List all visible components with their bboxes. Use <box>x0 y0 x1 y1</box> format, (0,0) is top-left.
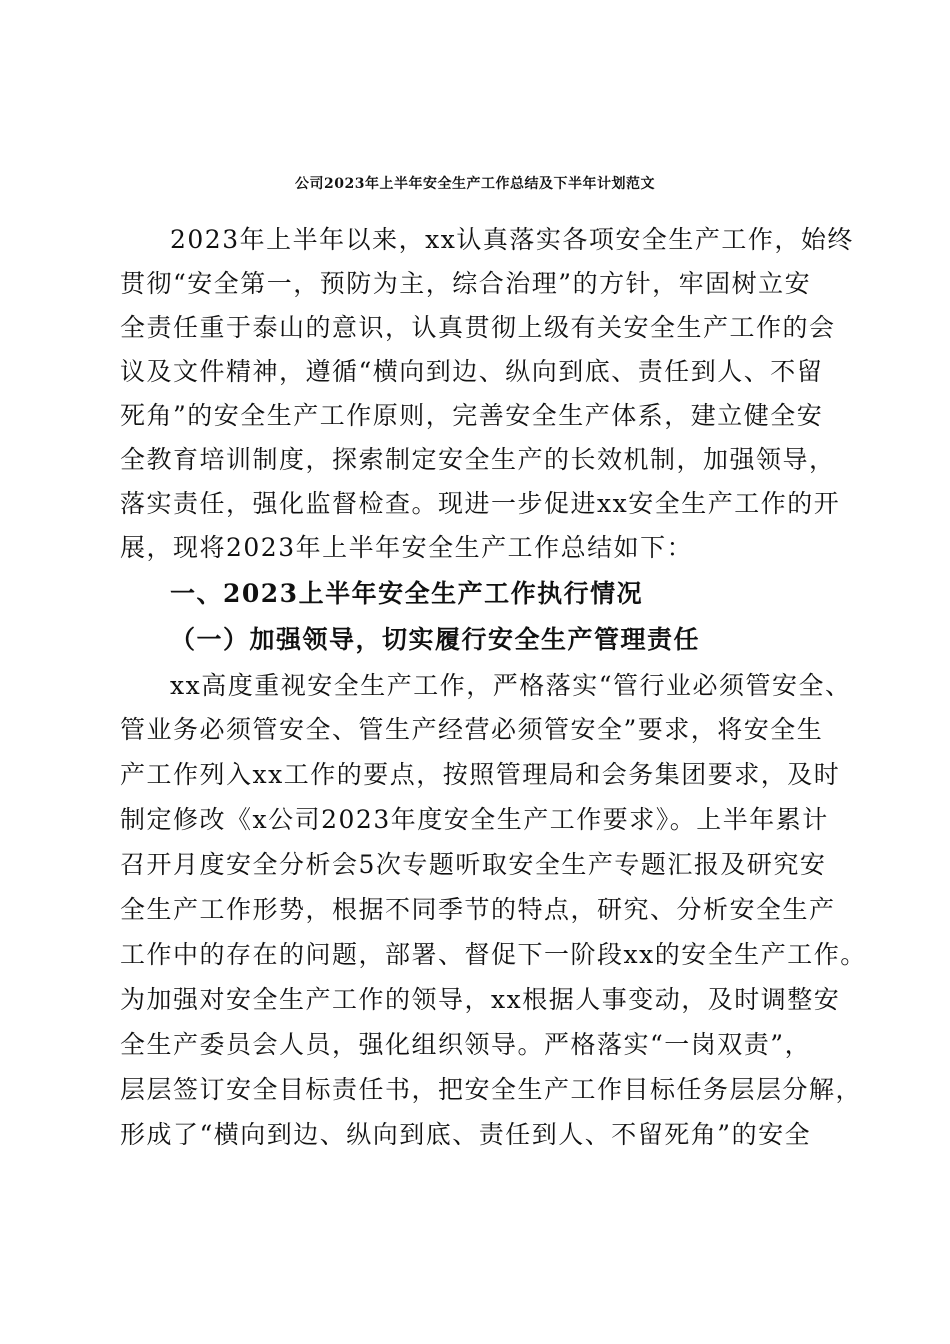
paragraph-line: 死角”的安全生产工作原则，完善安全生产体系，建立健全安 <box>120 401 824 430</box>
section-heading: 一、2023上半年安全生产工作执行情况 <box>170 579 644 608</box>
paragraph-line: 展，现将2023年上半年安全生产工作总结如下： <box>120 533 694 562</box>
paragraph-line: 产工作列入xx工作的要点，按照管理局和会务集团要求，及时 <box>120 760 841 789</box>
paragraph-line: 形成了“横向到边、纵向到底、责任到人、不留死角”的安全 <box>120 1120 812 1149</box>
paragraph-line: 制定修改《x公司2023年度安全生产工作要求》。上半年累计 <box>120 805 829 834</box>
paragraph-line: 全生产委员会人员，强化组织领导。严格落实“一岗双责”， <box>120 1030 812 1059</box>
paragraph-line: 全教育培训制度，探索制定安全生产的长效机制，加强领导， <box>120 445 836 474</box>
document-title: 公司2023年上半年安全生产工作总结及下半年计划范文 <box>295 176 655 192</box>
paragraph-line: 2023年上半年以来，xx认真落实各项安全生产工作，始终 <box>170 225 854 254</box>
subsection-heading: （一）加强领导，切实履行安全生产管理责任 <box>170 625 701 654</box>
paragraph-line: 召开月度安全分析会5次专题听取安全生产专题汇报及研究安 <box>120 850 827 879</box>
paragraph-line: 贯彻“安全第一，预防为主，综合治理”的方针，牢固树立安 <box>120 269 812 298</box>
paragraph-line: 全责任重于泰山的意识，认真贯彻上级有关安全生产工作的会 <box>120 313 836 342</box>
paragraph-line: 为加强对安全生产工作的领导，xx根据人事变动，及时调整安 <box>120 985 841 1014</box>
paragraph-line: 议及文件精神，遵循“横向到边、纵向到底、责任到人、不留 <box>120 357 824 386</box>
paragraph-line: 层层签订安全目标责任书，把安全生产工作目标任务层层分解， <box>120 1075 863 1104</box>
paragraph-line: 管业务必须管安全、管生产经营必须管安全”要求，将安全生 <box>120 715 824 744</box>
paragraph-line: 工作中的存在的问题，部署、督促下一阶段xx的安全生产工作。 <box>120 940 867 969</box>
paragraph-line: 落实责任，强化监督检查。现进一步促进xx安全生产工作的开 <box>120 489 841 518</box>
paragraph-line: xx高度重视安全生产工作，严格落实“管行业必须管安全、 <box>170 671 852 700</box>
paragraph-line: 全生产工作形势，根据不同季节的特点，研究、分析安全生产 <box>120 895 836 924</box>
